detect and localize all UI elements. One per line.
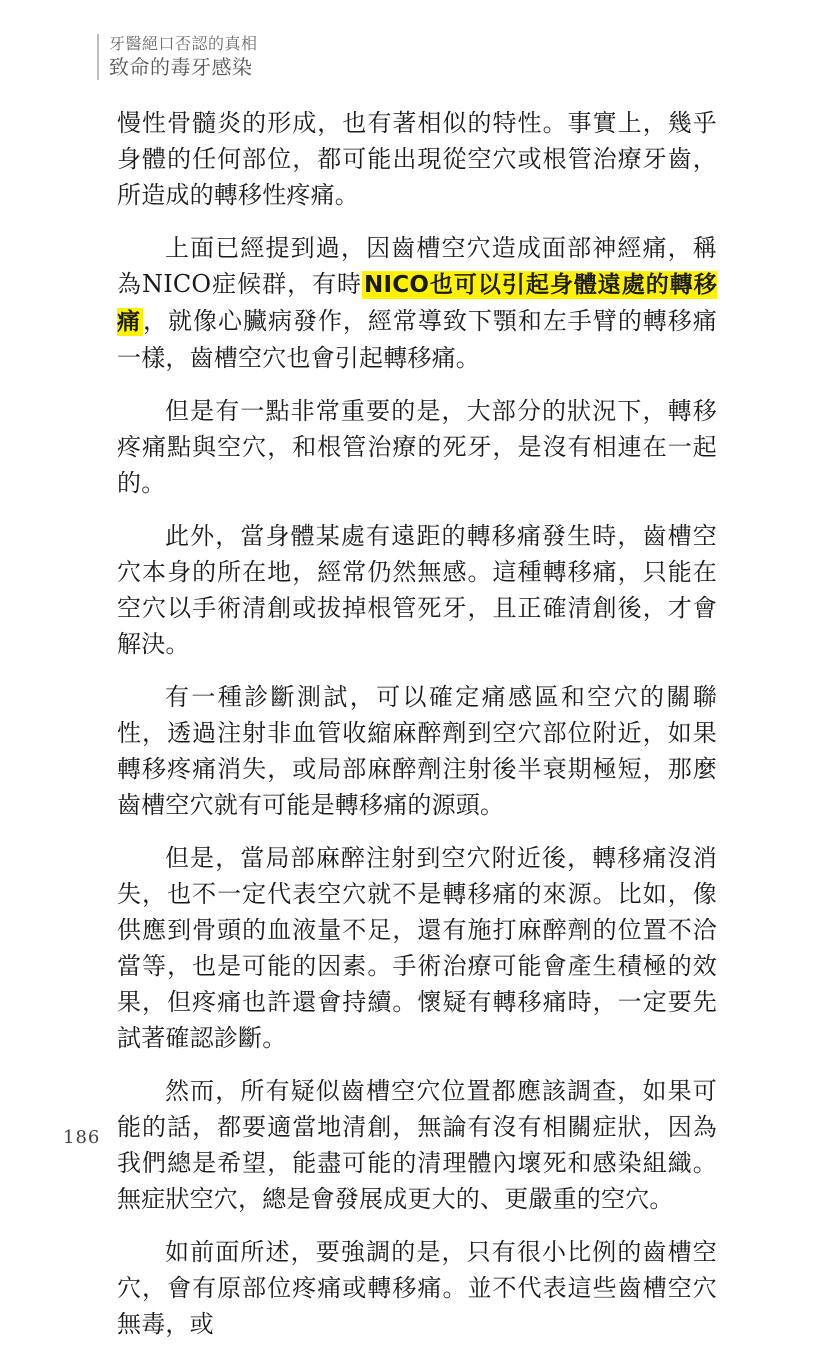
- running-header: [97, 34, 258, 80]
- chapter-title: 致命的毒牙感染: [109, 55, 253, 79]
- paragraph: 然而，所有疑似齒槽空穴位置都應該調查，如果可能的話，都要適當地清創，無論有沒有相關症狀，因為我們總是希望，能盡可能的清理體內壞死和感染組織。無症狀空穴，總是會發展成更大的、更嚴重的空穴。: [117, 1077, 717, 1213]
- paragraph: 慢性骨髓炎的形成，也有著相似的特性。事實上，幾乎身體的任何部位，都可能出現從空穴或根管治療牙齒，所造成的轉移性疼痛。: [117, 109, 717, 209]
- paragraph: 如前面所述，要強調的是，只有很小比例的齒槽空穴，會有原部位疼痛或轉移痛。並不代表這些齒槽空穴無毒，或: [117, 1238, 717, 1338]
- paragraph-text: 上面已經提到過，因齒槽空穴造成面部神經痛，稱為NICO症候群，有時: [117, 234, 717, 298]
- paragraph: 此外，當身體某處有遠距的轉移痛發生時，齒槽空穴本身的所在地，經常仍然無感。這種轉移痛，只能在空穴以手術清創或拔掉根管死牙，且正確清創後，才會解決。: [117, 522, 717, 658]
- body-text: [117, 105, 717, 1359]
- paragraph-text: ，就像心臟病發作，經常導致下顎和左手臂的轉移痛一樣，齒槽空穴也會引起轉移痛。: [117, 307, 717, 372]
- paragraph-highlighted: [117, 230, 717, 376]
- book-title: 牙醫絕口否認的真相: [109, 34, 258, 53]
- page-number: 186: [63, 1127, 101, 1148]
- paragraph: 有一種診斷測試，可以確定痛感區和空穴的關聯性，透過注射非血管收縮麻醉劑到空穴部位附近，如果轉移疼痛消失，或局部麻醉劑注射後半衰期極短，那麼齒槽空穴就有可能是轉移痛的源頭。: [117, 683, 717, 819]
- highlighted-phrase: NICO也可以引起身體遠處的轉移痛: [117, 272, 717, 335]
- paragraph: 但是，當局部麻醉注射到空穴附近後，轉移痛沒消失，也不一定代表空穴就不是轉移痛的來源。比如，像供應到骨頭的血液量不足，還有施打麻醉劑的位置不洽當等，也是可能的因素。手術治療可能會產生積極的效果，但疼痛也許還會持續。懷疑有轉移痛時，一定要先試著確認診斷。: [117, 844, 717, 1052]
- paragraph: 但是有一點非常重要的是，大部分的狀況下，轉移疼痛點與空穴，和根管治療的死牙，是沒有相連在一起的。: [117, 397, 717, 497]
